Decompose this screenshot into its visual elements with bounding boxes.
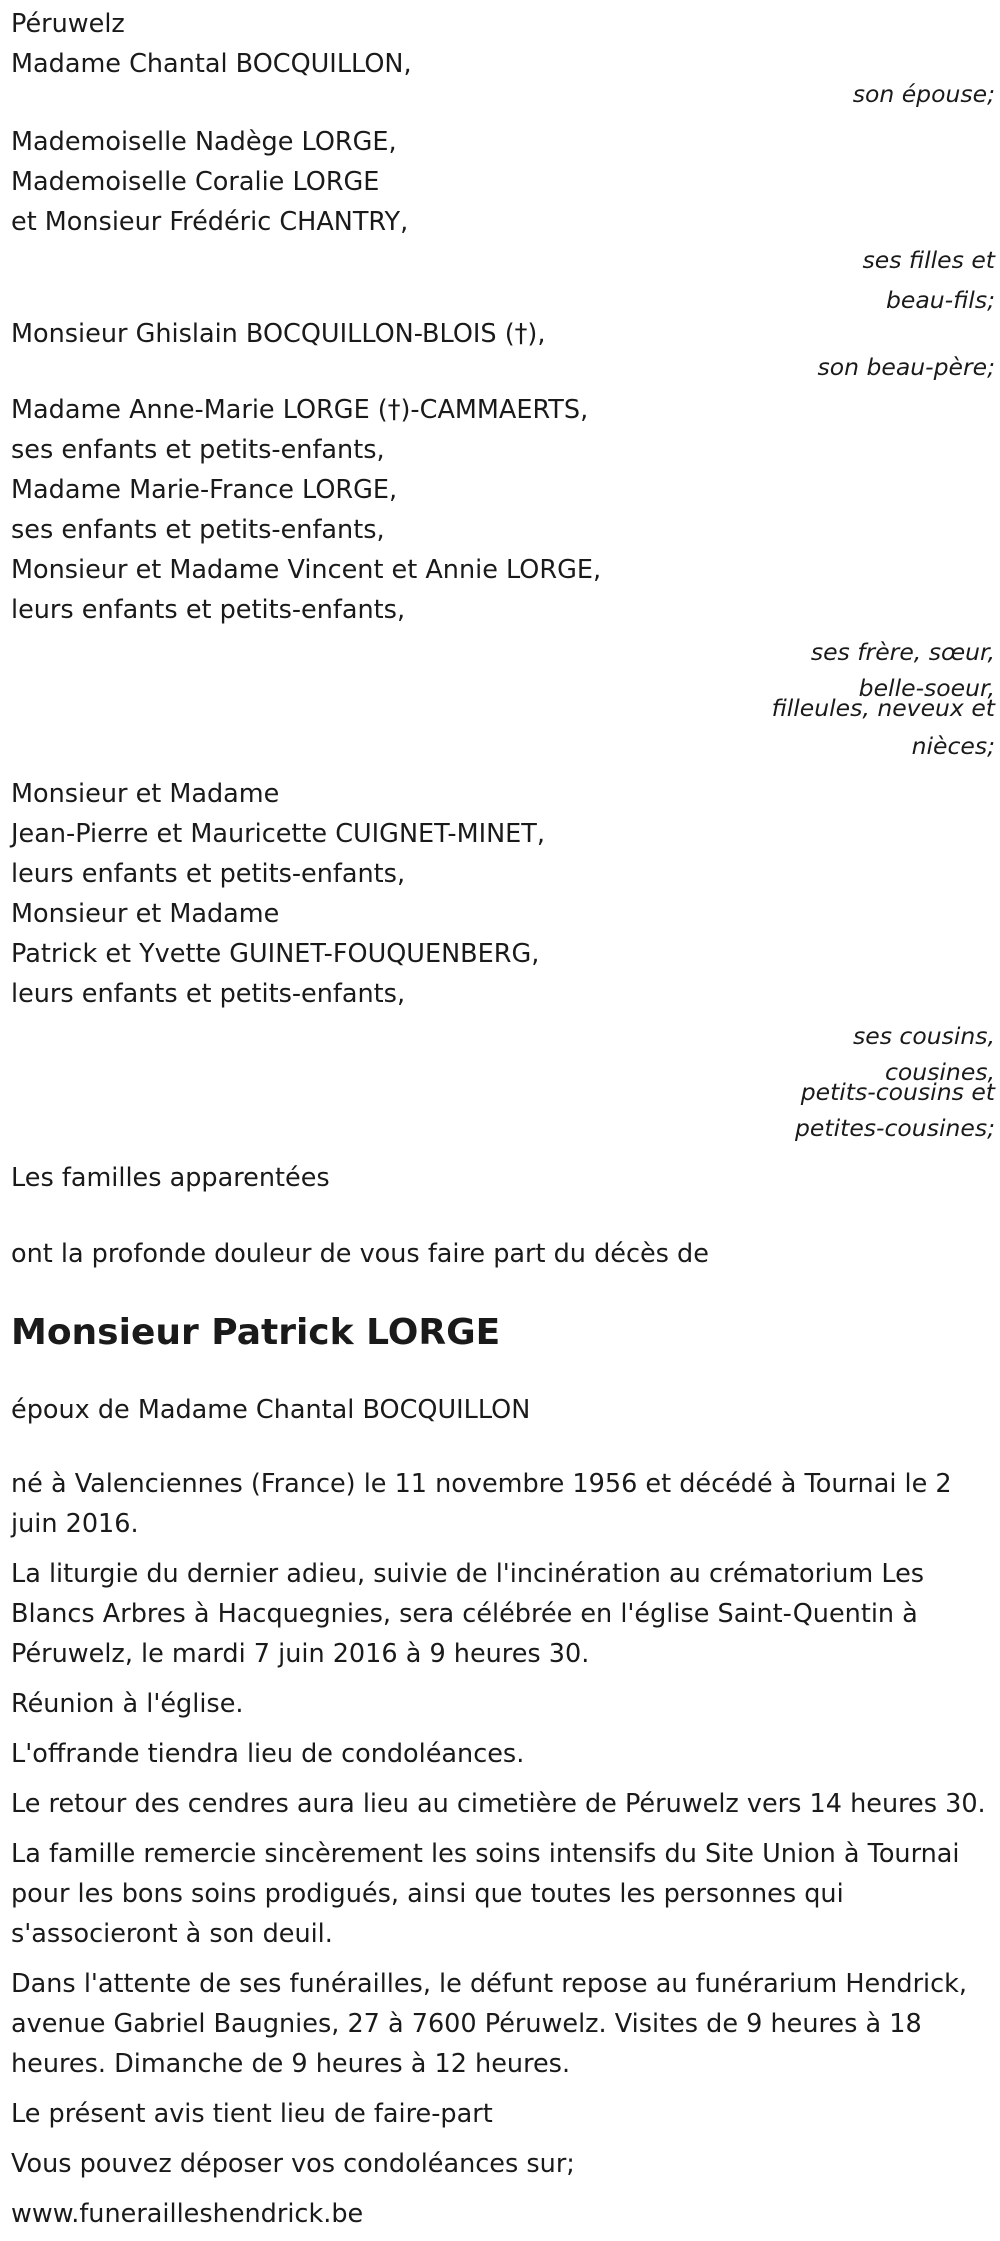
family-name-line: ses enfants et petits-enfants, [11,435,385,465]
ceremony-paragraph: La liturgie du dernier adieu, suivie de l'incinération au crématorium Les Blancs Arbres à Hacquegnies, sera célébrée en l'église Saint-Quentin à Péruwelz, le mardi 7 juin 2016 à 9 heures 30. [11,1559,925,1669]
deceased-name: Monsieur Patrick LORGE [11,1312,501,1353]
family-group-siblings [11,390,995,772]
other-families: Les familles apparentées [11,1163,330,1193]
website-link[interactable]: www.funerailleshendrick.be [11,2199,364,2229]
family-name-line: Monsieur et Madame Vincent et Annie LORGE, [11,555,602,585]
spouse-line: époux de Madame Chantal BOCQUILLON [11,1395,531,1425]
relation-label: ses cousins, cousines, petits-cousins et petites-cousines; [795,1022,995,1142]
family-name-line: Monsieur et Madame [11,779,280,809]
family-group-cousins [11,774,995,1152]
offering-paragraph: L'offrande tiendra lieu de condoléances. [11,1739,525,1769]
family-name-line: leurs enfants et petits-enfants, [11,595,406,625]
family-name-line: Patrick et Yvette GUINET-FOUQUENBERG, [11,939,540,969]
visitation-paragraph: Dans l'attente de ses funérailles, le défunt repose au funérarium Hendrick, avenue Gabriel Baugnies, 27 à 7600 Péruwelz. Visites de 9 heures à 18 heures. Dimanche de 9 heures à 12 heures. [11,1969,968,2079]
family-group-father-in-law [11,314,995,384]
family-group-spouse [11,44,995,108]
website-line [11,2194,995,2234]
relation-label: ses filles et beau-fils; [862,246,995,314]
announcement-intro: ont la profonde douleur de vous faire part du décès de [11,1239,709,1269]
family-name-line: Monsieur Ghislain BOCQUILLON-BLOIS (†), [11,319,546,349]
family-name-line: Madame Chantal BOCQUILLON, [11,49,412,79]
relation-label: ses frère, sœur, belle-soeur, filleules, neveux et nièces; [771,638,995,760]
family-name-line: Monsieur et Madame [11,899,280,929]
ashes-paragraph: Le retour des cendres aura lieu au cimetière de Péruwelz vers 14 heures 30. [11,1789,986,1819]
family-name-line: ses enfants et petits-enfants, [11,515,385,545]
family-name-line: et Monsieur Frédéric CHANTRY, [11,207,409,237]
family-name-line: Madame Anne-Marie LORGE (†)-CAMMAERTS, [11,395,589,425]
family-name-line: Mademoiselle Nadège LORGE, [11,127,397,157]
relation-label: son beau-père; [817,353,995,381]
obituary-notice [11,0,995,2234]
condolences-paragraph: Vous pouvez déposer vos condoléances sur; [11,2149,575,2179]
relation-label: son épouse; [852,80,995,108]
family-name-line: Mademoiselle Coralie LORGE [11,167,380,197]
family-name-line: leurs enfants et petits-enfants, [11,979,406,1009]
family-name-line: leurs enfants et petits-enfants, [11,859,406,889]
thanks-paragraph: La famille remercie sincèrement les soins intensifs du Site Union à Tournai pour les bons soins prodigués, ainsi que toutes les personnes qui s'associeront à son deuil. [11,1839,960,1949]
notice-paragraph: Le présent avis tient lieu de faire-part [11,2099,493,2129]
gathering-paragraph: Réunion à l'église. [11,1689,244,1719]
birth-death-paragraph: né à Valenciennes (France) le 11 novembre 1956 et décédé à Tournai le 2 juin 2016. [11,1469,952,1539]
location: Péruwelz [11,9,125,39]
family-group-daughters [11,122,995,320]
family-name-line: Jean-Pierre et Mauricette CUIGNET-MINET, [11,819,545,849]
family-name-line: Madame Marie-France LORGE, [11,475,398,505]
